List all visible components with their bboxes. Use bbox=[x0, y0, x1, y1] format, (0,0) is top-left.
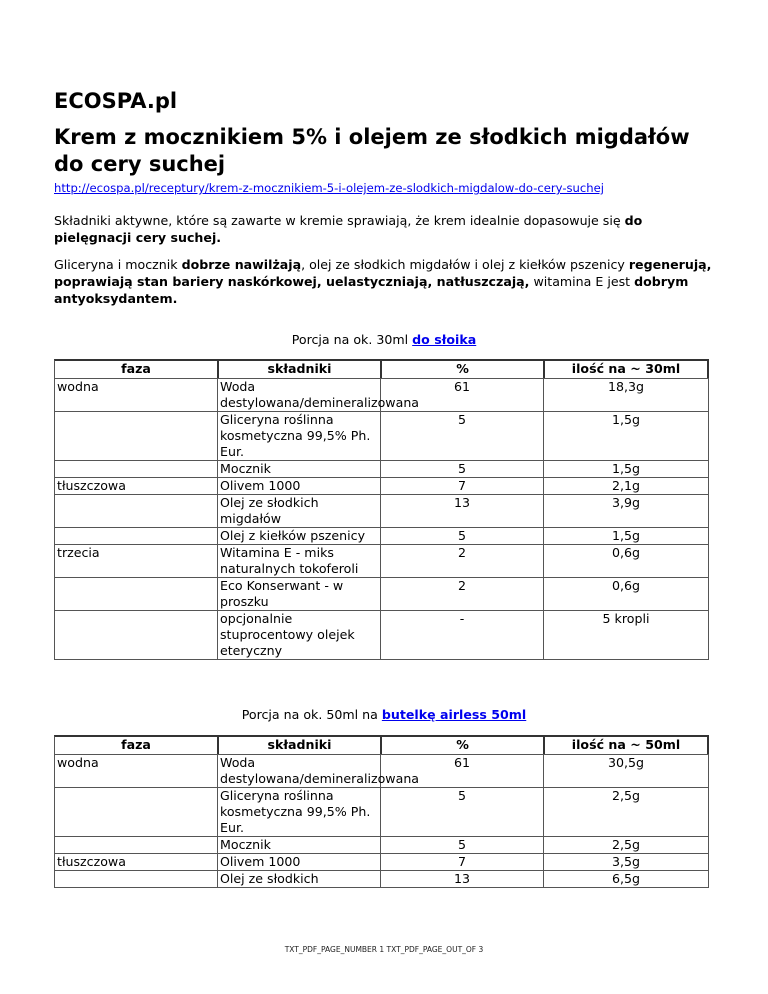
amount-cell: 6,5g bbox=[543, 870, 709, 888]
jar-link[interactable]: do słoika bbox=[412, 332, 477, 347]
caption-text: Porcja na ok. 30ml bbox=[291, 332, 413, 347]
header-percent: % bbox=[380, 735, 543, 754]
amount-cell: 2,5g bbox=[543, 836, 709, 853]
header-skladniki: składniki bbox=[217, 735, 380, 754]
ingredient-cell: Olivem 1000 bbox=[217, 853, 380, 870]
table-row bbox=[54, 870, 709, 888]
percent-cell: 61 bbox=[380, 754, 543, 787]
phase-cell: wodna bbox=[54, 378, 217, 411]
header-faza: faza bbox=[54, 359, 217, 378]
amount-cell: 5 kropli bbox=[543, 610, 709, 660]
table-row bbox=[54, 836, 709, 853]
phase-cell bbox=[54, 460, 217, 477]
phase-cell bbox=[54, 494, 217, 527]
table-row bbox=[54, 853, 709, 870]
source-link[interactable]: http://ecospa.pl/receptury/krem-z-mocznikiem-5-i-olejem-ze-slodkich-migdalow-do-cery-suchej bbox=[54, 181, 604, 195]
phase-cell bbox=[54, 577, 217, 610]
header-amount: ilość na ~ 30ml bbox=[543, 359, 709, 378]
ingredient-cell: Gliceryna roślinna kosmetyczna 99,5% Ph. Eur. bbox=[217, 787, 380, 836]
airless-bottle-link[interactable]: butelkę airless 50ml bbox=[381, 707, 527, 722]
benefits-bold-3: dobrym antyoksydantem. bbox=[54, 274, 689, 306]
phase-cell bbox=[54, 836, 217, 853]
phase-cell bbox=[54, 870, 217, 888]
table-row bbox=[54, 577, 709, 610]
amount-cell: 3,9g bbox=[543, 494, 709, 527]
benefits-paragraph bbox=[54, 256, 714, 307]
benefits-text-1: Gliceryna i mocznik bbox=[54, 257, 182, 272]
benefits-text-3: witamina E jest bbox=[529, 274, 635, 289]
caption-text: Porcja na ok. 50ml na bbox=[241, 707, 382, 722]
amount-cell: 30,5g bbox=[543, 754, 709, 787]
portion-caption-30ml bbox=[54, 332, 714, 347]
table-row bbox=[54, 378, 709, 411]
percent-cell: 7 bbox=[380, 477, 543, 494]
percent-cell: 2 bbox=[380, 544, 543, 577]
benefits-bold-1: dobrze nawilżają bbox=[181, 257, 302, 272]
ingredient-cell: Eco Konserwant - w proszku bbox=[217, 577, 380, 610]
phase-cell: tłuszczowa bbox=[54, 853, 217, 870]
percent-cell: 5 bbox=[380, 787, 543, 836]
header-amount: ilość na ~ 50ml bbox=[543, 735, 709, 754]
ingredient-cell: Olej ze słodkich migdałów bbox=[217, 494, 380, 527]
table-row bbox=[54, 477, 709, 494]
ingredient-cell: Woda destylowana/demineralizowana bbox=[217, 754, 380, 787]
ingredient-cell: Witamina E - miks naturalnych tokoferoli bbox=[217, 544, 380, 577]
header-skladniki: składniki bbox=[217, 359, 380, 378]
ingredient-cell: Mocznik bbox=[217, 836, 380, 853]
recipe-table-50ml bbox=[54, 735, 709, 888]
amount-cell: 1,5g bbox=[543, 460, 709, 477]
table-row bbox=[54, 527, 709, 544]
table-row bbox=[54, 787, 709, 836]
ingredient-cell: Mocznik bbox=[217, 460, 380, 477]
phase-cell: tłuszczowa bbox=[54, 477, 217, 494]
percent-cell: 7 bbox=[380, 853, 543, 870]
amount-cell: 3,5g bbox=[543, 853, 709, 870]
recipe-table-30ml bbox=[54, 359, 709, 660]
ingredient-cell: Olej z kiełków pszenicy bbox=[217, 527, 380, 544]
percent-cell: 5 bbox=[380, 836, 543, 853]
percent-cell: 2 bbox=[380, 577, 543, 610]
table-row bbox=[54, 544, 709, 577]
phase-cell: wodna bbox=[54, 754, 217, 787]
phase-cell: trzecia bbox=[54, 544, 217, 577]
portion-caption-50ml bbox=[54, 707, 714, 722]
intro-bold: do pielęgnacji cery suchej. bbox=[54, 213, 643, 245]
ingredient-cell: Woda destylowana/demineralizowana bbox=[217, 378, 380, 411]
phase-cell bbox=[54, 610, 217, 660]
ingredient-cell: opcjonalnie stuprocentowy olejek eteryczny bbox=[217, 610, 380, 660]
percent-cell: 5 bbox=[380, 527, 543, 544]
table-header-row bbox=[54, 359, 709, 378]
benefits-bold-2: regenerują, poprawiają stan bariery naskórkowej, uelastyczniają, natłuszczają, bbox=[54, 257, 712, 289]
intro-text: Składniki aktywne, które są zawarte w kremie sprawiają, że krem idealnie dopasowuje się bbox=[54, 213, 625, 228]
percent-cell: - bbox=[380, 610, 543, 660]
ingredient-cell: Olej ze słodkich bbox=[217, 870, 380, 888]
ingredient-cell: Olivem 1000 bbox=[217, 477, 380, 494]
amount-cell: 1,5g bbox=[543, 411, 709, 460]
percent-cell: 5 bbox=[380, 460, 543, 477]
percent-cell: 5 bbox=[380, 411, 543, 460]
phase-cell bbox=[54, 527, 217, 544]
amount-cell: 2,5g bbox=[543, 787, 709, 836]
percent-cell: 13 bbox=[380, 870, 543, 888]
header-percent: % bbox=[380, 359, 543, 378]
table-row bbox=[54, 754, 709, 787]
site-title: ECOSPA.pl bbox=[54, 89, 178, 113]
table-row bbox=[54, 494, 709, 527]
percent-cell: 61 bbox=[380, 378, 543, 411]
page-footer: TXT_PDF_PAGE_NUMBER 1 TXT_PDF_PAGE_OUT_OF 3 bbox=[284, 945, 484, 954]
header-faza: faza bbox=[54, 735, 217, 754]
ingredient-cell: Gliceryna roślinna kosmetyczna 99,5% Ph. Eur. bbox=[217, 411, 380, 460]
phase-cell bbox=[54, 411, 217, 460]
amount-cell: 2,1g bbox=[543, 477, 709, 494]
amount-cell: 0,6g bbox=[543, 577, 709, 610]
amount-cell: 1,5g bbox=[543, 527, 709, 544]
table-row bbox=[54, 460, 709, 477]
phase-cell bbox=[54, 787, 217, 836]
table-header-row bbox=[54, 735, 709, 754]
page-title: Krem z mocznikiem 5% i olejem ze słodkich migdałów do cery suchej bbox=[54, 125, 690, 176]
intro-paragraph bbox=[54, 212, 714, 246]
table-row bbox=[54, 610, 709, 660]
amount-cell: 0,6g bbox=[543, 544, 709, 577]
table-row bbox=[54, 411, 709, 460]
amount-cell: 18,3g bbox=[543, 378, 709, 411]
benefits-text-2: , olej ze słodkich migdałów i olej z kiełków pszenicy bbox=[301, 257, 629, 272]
percent-cell: 13 bbox=[380, 494, 543, 527]
